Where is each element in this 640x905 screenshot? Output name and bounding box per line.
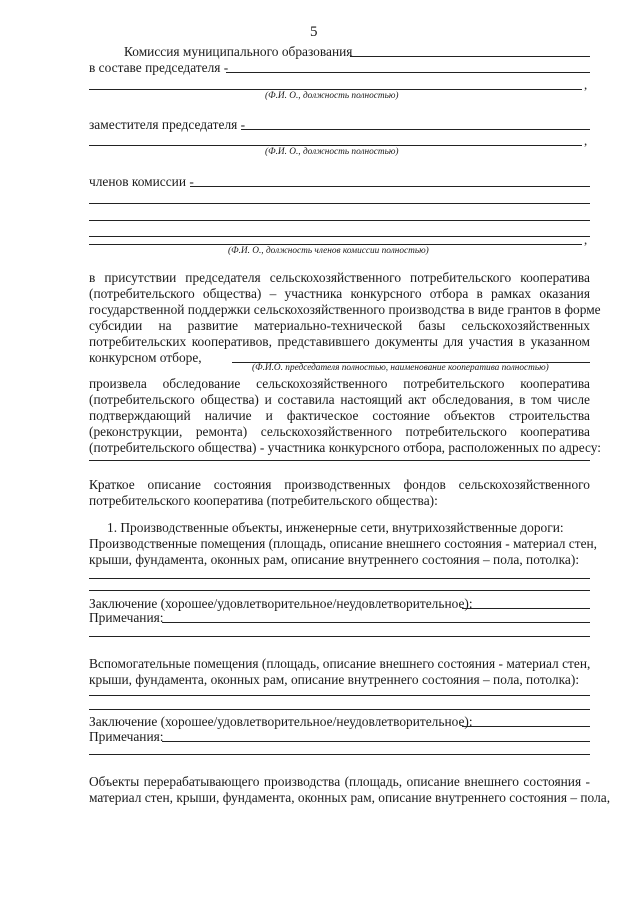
presence-line: субсидии на развитие материально-технической базы сельскохозяйственных bbox=[89, 318, 590, 333]
auxiliary-line-1: Вспомогательные помещения (площадь, описание внешнего состояния - материал стен, bbox=[89, 656, 591, 671]
notes-label-2: Примечания: bbox=[89, 729, 164, 744]
deputy-line-1[interactable] bbox=[241, 129, 590, 130]
page-number: 5 bbox=[310, 24, 318, 40]
commission-label: Комиссия муниципального образования bbox=[124, 44, 353, 59]
brief-line-2: потребительского кооператива (потребительского общества): bbox=[89, 493, 438, 508]
notes-label-1: Примечания: bbox=[89, 610, 164, 625]
presence-line: государственной поддержки сельскохозяйственного производства в виде грантов в форме bbox=[89, 302, 601, 317]
members-line-2[interactable] bbox=[89, 203, 590, 204]
deputy-line-2[interactable] bbox=[89, 145, 582, 146]
brief-line-1: Краткое описание состояния производственных фондов сельскохозяйственного bbox=[89, 477, 590, 492]
deputy-comma: , bbox=[584, 133, 588, 148]
deputy-caption: (Ф.И. О., должность полностью) bbox=[265, 147, 399, 157]
processing-line-1: Объекты перерабатывающего производства (площадь, описание внешнего состояния - bbox=[89, 774, 590, 789]
premises-answer-line-1[interactable] bbox=[89, 578, 590, 579]
members-line-3[interactable] bbox=[89, 220, 590, 221]
auxiliary-answer-line-1[interactable] bbox=[89, 695, 590, 696]
chairman-caption: (Ф.И. О., должность полностью) bbox=[265, 91, 399, 101]
premises-line-1: Производственные помещения (площадь, описание внешнего состояния - материал стен, bbox=[89, 536, 598, 551]
members-line-1[interactable] bbox=[190, 186, 590, 187]
notes-line-2a[interactable] bbox=[162, 741, 590, 742]
premises-answer-line-2[interactable] bbox=[89, 590, 590, 591]
premises-line-2: крыши, фундамента, оконных рам, описание внутреннего состояния – пола, потолка): bbox=[89, 552, 580, 567]
presence-line: в присутствии председателя сельскохозяйственного потребительского кооператива bbox=[89, 270, 590, 285]
chairman-label: в составе председателя - bbox=[89, 60, 229, 75]
presence-line: (потребительского общества) – участника конкурсного отбора в рамках оказания bbox=[89, 286, 590, 301]
members-line-4[interactable] bbox=[89, 236, 590, 237]
auxiliary-line-2: крыши, фундамента, оконных рам, описание внутреннего состояния – пола, потолка): bbox=[89, 672, 580, 687]
members-line-5[interactable] bbox=[89, 244, 582, 245]
address-line[interactable] bbox=[89, 460, 590, 461]
inspection-line: подтверждающий наличие и фактическое состояние объектов строительства bbox=[89, 408, 590, 423]
inspection-line: (реконструкции, ремонта) сельскохозяйственного потребительского кооператива bbox=[89, 424, 590, 439]
section-1-title: 1. Производственные объекты, инженерные сети, внутрихозяйственные дороги: bbox=[107, 520, 564, 535]
conclusion-label-1: Заключение (хорошее/удовлетворительное/неудовлетворительное): bbox=[89, 596, 473, 611]
chairman-line-1[interactable] bbox=[226, 72, 590, 73]
inspection-line: (потребительского общества) и составила настоящий акт обследования, в том числе bbox=[89, 392, 590, 407]
presence-line: потребительских кооперативов, представившего документы для участия в указанном bbox=[89, 334, 590, 349]
conclusion-line-1[interactable] bbox=[462, 608, 590, 609]
chairman-line-2[interactable] bbox=[89, 89, 582, 90]
auxiliary-answer-line-2[interactable] bbox=[89, 709, 590, 710]
processing-line-2: материал стен, крыши, фундамента, оконных рам, описание внутреннего состояния – пола, bbox=[89, 790, 611, 805]
inspection-last-line: (потребительского общества) - участника конкурсного отбора, расположенных по адресу: bbox=[89, 440, 601, 455]
deputy-label: заместителя председателя - bbox=[89, 117, 246, 132]
notes-line-1a[interactable] bbox=[162, 622, 590, 623]
chairman-comma: , bbox=[584, 77, 588, 92]
members-caption: (Ф.И. О., должность членов комиссии полностью) bbox=[228, 246, 429, 256]
presence-caption: (Ф.И.О. председателя полностью, наименование кооператива полностью) bbox=[252, 363, 549, 373]
members-label: членов комиссии - bbox=[89, 174, 194, 189]
notes-line-1b[interactable] bbox=[89, 636, 590, 637]
notes-line-2b[interactable] bbox=[89, 754, 590, 755]
presence-last-line: конкурсном отборе, bbox=[89, 350, 202, 365]
conclusion-label-2: Заключение (хорошее/удовлетворительное/неудовлетворительное): bbox=[89, 714, 473, 729]
commission-name-line[interactable] bbox=[350, 56, 590, 57]
conclusion-line-2[interactable] bbox=[462, 726, 590, 727]
members-comma: , bbox=[584, 232, 588, 247]
inspection-line: произвела обследование сельскохозяйственного потребительского кооператива bbox=[89, 376, 590, 391]
